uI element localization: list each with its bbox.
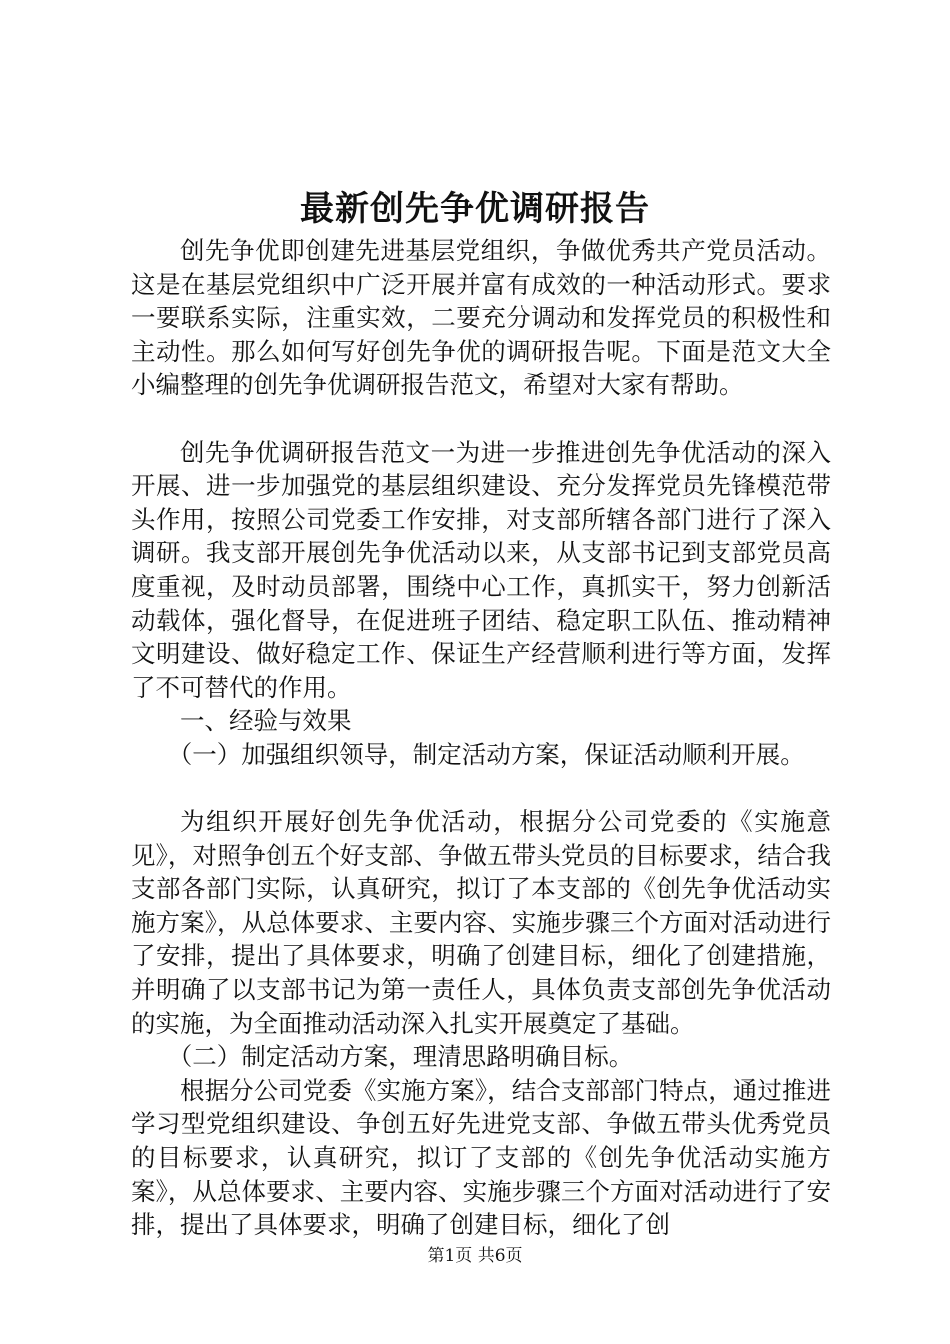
subsection-heading-1: （一）加强组织领导，制定活动方案，保证活动顺利开展。 — [167, 739, 805, 769]
subsection-heading-2: （二）制定活动方案，理清思路明确目标。 — [167, 1042, 634, 1072]
document-title: 最新创先争优调研报告 — [300, 189, 650, 229]
sample-one-paragraph: 创先争优调研报告范文一为进一步推进创先争优活动的深入开展、进一步加强党的基层组织建设、充分发挥党员先锋模范带头作用，按照公司党委工作安排，对支部所辖各部门进行了深入调研。我支部开展创先争优活动以来，从支部书记到支部党员高度重视，及时动员部署，围绕中心工作，真抓实干，努力创新活动载体，强化督导，在促进班子团结、稳定职工队伍、推动精神文明建设、做好稳定工作、保证生产经营顺利进行等方面，发挥了不可替代的作用。 — [131, 437, 831, 702]
intro-paragraph: 创先争优即创建先进基层党组织，争做优秀共产党员活动。这是在基层党组织中广泛开展并富有成效的一种活动形式。要求一要联系实际，注重实效，二要充分调动和发挥党员的积极性和主动性。那么如何写好创先争优的调研报告呢。下面是范文大全小编整理的创先争优调研报告范文，希望对大家有帮助。 — [131, 236, 831, 400]
subsection-2-paragraph: 根据分公司党委《实施方案》，结合支部部门特点，通过推进学习型党组织建设、争创五好先进党支部、争做五带头优秀党员的目标要求，认真研究，拟订了支部的《创先争优活动实施方案》，从总体要求、主要内容、实施步骤三个方面对活动进行了安排，提出了具体要求，明确了创建目标，细化了创 — [131, 1075, 831, 1240]
section-heading-experience: 一、经验与效果 — [180, 706, 352, 736]
subsection-1-paragraph: 为组织开展好创先争优活动，根据分公司党委的《实施意见》，对照争创五个好支部、争做五带头党员的目标要求，结合我支部各部门实际，认真研究，拟订了本支部的《创先争优活动实施方案》，从总体要求、主要内容、实施步骤三个方面对活动进行了安排，提出了具体要求，明确了创建目标，细化了创建措施，并明确了以支部书记为第一责任人，具体负责支部创先争优活动的实施，为全面推动活动深入扎实开展奠定了基础。 — [131, 807, 831, 1038]
document-body — [131, 234, 831, 1242]
page-footer: 第1页 共6页 — [427, 1246, 523, 1266]
